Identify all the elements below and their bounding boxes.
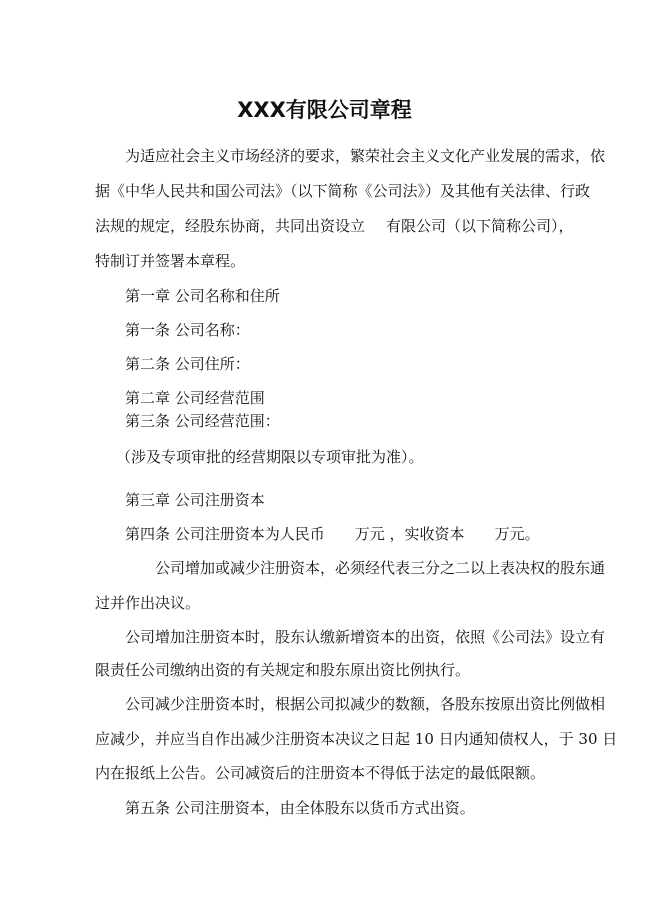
chapter-2-heading: 第二章 公司经营范围 <box>125 389 265 407</box>
intro-line-1: 为适应社会主义市场经济的要求，繁荣社会主义文化产业发展的需求，依 <box>125 147 606 165</box>
intro-line-3b: 有限公司（以下简称公司）， <box>386 217 574 235</box>
chapter-1-heading: 第一章 公司名称和住所 <box>125 287 280 305</box>
article-5: 第五条 公司注册资本，由全体股东以货币方式出资。 <box>125 799 475 817</box>
scope-note: （涉及专项审批的经营期限以专项审批为准）。 <box>116 448 424 466</box>
document-title: XXX有限公司章程 <box>237 98 412 122</box>
article-4-part-3: 万元。 <box>494 525 540 543</box>
article-2: 第二条 公司住所： <box>125 355 250 373</box>
chapter-3-heading: 第三章 公司注册资本 <box>125 491 265 509</box>
intro-line-2: 据《中华人民共和国公司法》（以下简称《公司法》）及其他有关法律、行政 <box>95 182 591 200</box>
capital-decrease-line-2: 应减少，并应当自作出减少注册资本决议之日起 10 日内通知债权人，于 30 日 <box>95 730 618 748</box>
capital-decrease-line-1: 公司减少注册资本时，根据公司拟减少的数额，各股东按原出资比例做相 <box>125 695 606 713</box>
article-1: 第一条 公司名称： <box>125 321 250 339</box>
capital-increase-line-2: 限责任公司缴纳出资的有关规定和股东原出资比例执行。 <box>95 661 471 679</box>
capital-change-line-1: 公司增加或减少注册资本，必须经代表三分之二以上表决权的股东通 <box>155 559 606 577</box>
article-3: 第三条 公司经营范围： <box>125 412 280 430</box>
article-4-part-2: 万元 ，实收资本 <box>354 525 465 543</box>
capital-change-line-2: 过并作出决议。 <box>95 594 201 612</box>
article-4 <box>125 524 540 544</box>
intro-line-3a: 法规的规定，经股东协商，共同出资设立 <box>95 217 366 235</box>
capital-increase-line-1: 公司增加注册资本时，股东认缴新增资本的出资，依照《公司法》设立有 <box>125 628 606 646</box>
article-4-part-1: 第四条 公司注册资本为人民币 <box>125 525 325 543</box>
capital-decrease-line-3: 内在报纸上公告。公司减资后的注册资本不得低于法定的最低限额。 <box>95 764 546 782</box>
intro-line-4: 特制订并签署本章程。 <box>95 252 246 270</box>
